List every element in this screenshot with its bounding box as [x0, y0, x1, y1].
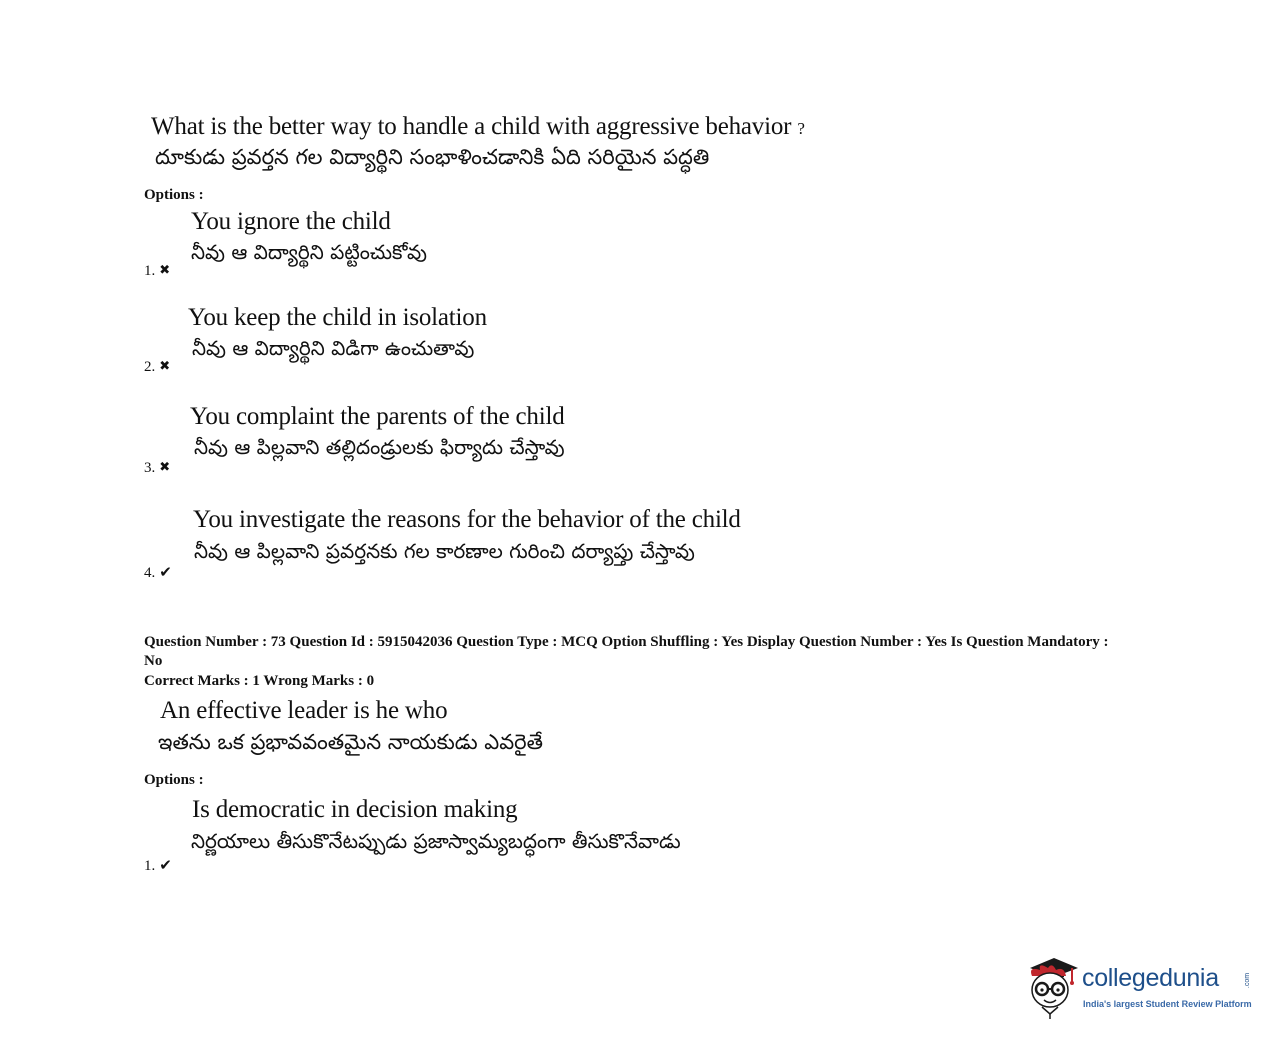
option-3-text-te: నీవు ఆ పిల్లవాని తల్లిదండ్రులకు ఫిర్యాదు చేస్తావు — [194, 435, 565, 459]
q73-option-1-number — [144, 856, 172, 875]
cross-icon: ✖ — [159, 459, 171, 474]
question-73-marks: Correct Marks : 1 Wrong Marks : 0 — [144, 673, 375, 689]
question-73-meta: Question Number : 73 Question Id : 5915042036 Question Type : MCQ Option Shuffling : Yes Display Question Number : Yes Is Question Mandatory : No — [144, 634, 1109, 669]
option-1-text-te: నీవు ఆ విద్యార్థిని పట్టించుకోవు — [191, 240, 427, 264]
question-mark: ? — [797, 119, 805, 138]
q73-option-1-text-en: Is democratic in decision making — [192, 796, 518, 823]
check-icon: ✔ — [159, 565, 172, 581]
option-2-text-en: You keep the child in isolation — [188, 304, 487, 331]
option-number: 4. — [144, 565, 156, 581]
options-label: Options : — [144, 187, 204, 203]
graduate-mascot-icon — [1022, 950, 1082, 1020]
option-3-text-en: You complaint the parents of the child — [190, 403, 565, 430]
question-73-text-te: ఇతను ఒక ప్రభావవంతమైన నాయకుడు ఎవరైతే — [158, 730, 543, 754]
q73-option-1-text-te: నిర్ణయాలు తీసుకొనేటప్పుడు ప్రజాస్వామ్యబద్ధంగా తీసుకొనేవాడు — [191, 829, 681, 853]
logo-name: collegedunia — [1082, 964, 1219, 992]
option-3-number — [144, 459, 170, 477]
question-72-text-en-value: What is the better way to handle a child with aggressive behavior — [151, 113, 792, 140]
option-4-text-en: You investigate the reasons for the behavior of the child — [193, 506, 741, 533]
cross-icon: ✖ — [159, 358, 171, 373]
question-72-text-te: దూకుడు ప్రవర్తన గల విద్యార్థిని సంభాళించడానికి ఏది సరియైన పద్ధతి — [155, 145, 710, 169]
option-1-text-en: You ignore the child — [191, 208, 391, 235]
option-number: 2. — [144, 359, 156, 375]
option-2-number — [144, 358, 170, 376]
question-72-text-en — [151, 113, 805, 141]
question-73-text-en: An effective leader is he who — [160, 697, 448, 724]
options-label: Options : — [144, 772, 204, 788]
option-number: 1. — [144, 858, 156, 874]
option-number: 1. — [144, 263, 156, 279]
cross-icon: ✖ — [159, 262, 171, 277]
logo-tagline: India's largest Student Review Platform — [1083, 999, 1252, 1009]
option-1-number — [144, 262, 170, 280]
logo-domain: .com — [1244, 972, 1252, 989]
option-2-text-te: నీవు ఆ విద్యార్థిని విడిగా ఉంచుతావు — [192, 336, 475, 360]
check-icon: ✔ — [159, 858, 172, 874]
option-number: 3. — [144, 460, 156, 476]
collegedunia-logo — [1022, 950, 1262, 1020]
option-4-number — [144, 563, 172, 582]
option-4-text-te: నీవు ఆ పిల్లవాని ప్రవర్తనకు గల కారణాల గురించి దర్యాప్తు చేస్తావు — [194, 539, 695, 563]
